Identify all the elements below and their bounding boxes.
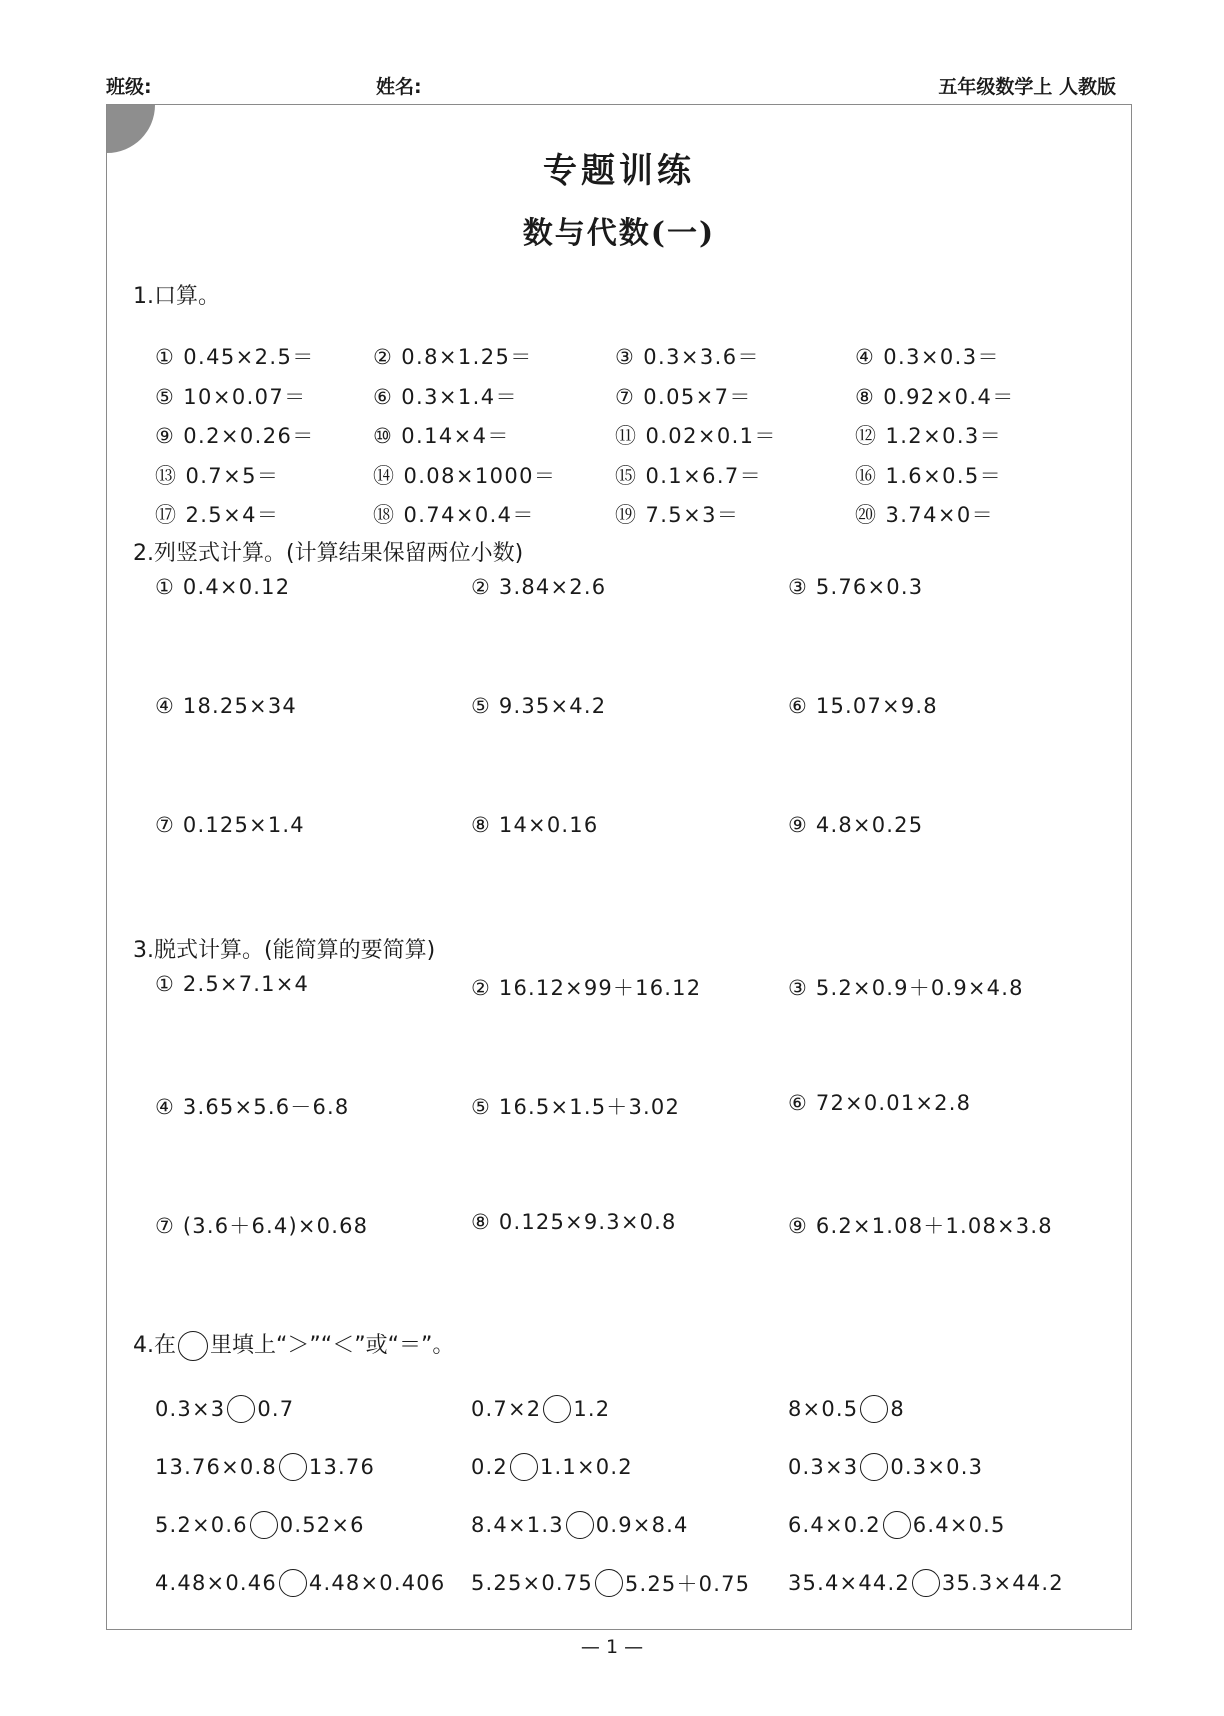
compare-left: 0.3×3 xyxy=(788,1455,859,1479)
oral-calc-item: ③ 0.3×3.6＝ xyxy=(615,345,760,369)
compare-right: 35.3×44.2 xyxy=(941,1571,1064,1595)
oral-calc-item: ⑮ 0.1×6.7＝ xyxy=(615,463,763,488)
vertical-calc-row xyxy=(155,694,1125,813)
compare-left: 0.3×3 xyxy=(155,1397,226,1421)
oral-calc-item: ⑪ 0.02×0.1＝ xyxy=(615,424,777,448)
oral-calc-item: ⑨ 0.2×0.26＝ xyxy=(155,424,315,448)
vertical-calc-item: ⑥ 15.07×9.8 xyxy=(788,694,938,718)
compare-item xyxy=(788,1569,1064,1597)
compare-left: 8.4×1.3 xyxy=(471,1513,564,1537)
section4-title-prefix: 4.在 xyxy=(133,1333,176,1358)
compare-left: 13.76×0.8 xyxy=(155,1455,277,1479)
oral-calc-row xyxy=(155,499,1125,539)
stepwise-calc-row xyxy=(155,1091,1125,1210)
section3-title: 3.脱式计算。(能简算的要简算) xyxy=(133,938,436,963)
stepwise-calc-item: ⑨ 6.2×1.08＋1.08×3.8 xyxy=(788,1214,1053,1238)
oral-calc-item: ⑦ 0.05×7＝ xyxy=(615,384,752,409)
compare-item xyxy=(788,1511,1006,1539)
stepwise-calc-item: ③ 5.2×0.9＋0.9×4.8 xyxy=(788,976,1024,1000)
answer-circle[interactable] xyxy=(250,1511,278,1539)
oral-calc-item: ⑱ 0.74×0.4＝ xyxy=(373,503,535,527)
compare-left: 0.2 xyxy=(471,1455,508,1479)
compare-item xyxy=(471,1568,788,1598)
compare-right: 5.25＋0.75 xyxy=(624,1572,751,1596)
compare-right: 6.4×0.5 xyxy=(912,1513,1006,1537)
stepwise-calc-item: ⑧ 0.125×9.3×0.8 xyxy=(471,1210,677,1234)
vertical-calc-row xyxy=(155,813,1125,932)
worksheet-frame xyxy=(106,104,1132,1630)
oral-calc-item: ⑭ 0.08×1000＝ xyxy=(373,463,557,488)
vertical-calc-grid xyxy=(155,575,1125,932)
compare-row xyxy=(155,1380,1125,1438)
compare-item xyxy=(155,1395,471,1423)
compare-left: 6.4×0.2 xyxy=(788,1513,881,1537)
oral-calc-item: ⑩ 0.14×4＝ xyxy=(373,424,510,448)
compare-right: 0.3×0.3 xyxy=(890,1455,984,1479)
vertical-calc-row xyxy=(155,575,1125,694)
class-label: 班级: xyxy=(106,76,152,98)
vertical-calc-item: ② 3.84×2.6 xyxy=(471,575,607,599)
stepwise-calc-item: ④ 3.65×5.6－6.8 xyxy=(155,1095,350,1119)
oral-calc-item: ⑲ 7.5×3＝ xyxy=(615,503,740,527)
oral-calc-item: ⑳ 3.74×0＝ xyxy=(855,503,994,527)
section4-title xyxy=(133,1328,454,1361)
name-label: 姓名: xyxy=(376,76,422,98)
answer-circle[interactable] xyxy=(543,1395,571,1423)
compare-left: 5.25×0.75 xyxy=(471,1571,593,1595)
oral-calc-item: ⑯ 1.6×0.5＝ xyxy=(855,463,1003,488)
compare-item xyxy=(155,1569,471,1597)
vertical-calc-item: ④ 18.25×34 xyxy=(155,694,297,718)
compare-right: 1.1×0.2 xyxy=(540,1455,633,1479)
compare-right: 0.52×6 xyxy=(279,1513,365,1537)
answer-circle[interactable] xyxy=(279,1453,307,1481)
compare-grid xyxy=(155,1380,1125,1612)
answer-circle[interactable] xyxy=(227,1395,255,1423)
section1-title: 1.口算。 xyxy=(133,284,220,309)
page-title: 专题训练 xyxy=(543,151,695,191)
stepwise-calc-row xyxy=(155,1210,1125,1329)
vertical-calc-item: ⑤ 9.35×4.2 xyxy=(471,694,607,718)
compare-left: 4.48×0.46 xyxy=(155,1571,277,1595)
compare-left: 0.7×2 xyxy=(471,1397,542,1421)
section4-title-suffix: 里填上“＞”“＜”或“＝”。 xyxy=(210,1333,455,1358)
stepwise-calc-item: ① 2.5×7.1×4 xyxy=(155,972,310,996)
answer-circle[interactable] xyxy=(566,1511,594,1539)
compare-right: 4.48×0.406 xyxy=(308,1571,446,1595)
answer-circle[interactable] xyxy=(595,1569,623,1597)
stepwise-calc-item: ② 16.12×99＋16.12 xyxy=(471,976,702,1000)
oral-calc-item: ⑥ 0.3×1.4＝ xyxy=(373,384,518,409)
compare-item xyxy=(788,1453,983,1481)
answer-circle[interactable] xyxy=(510,1453,538,1481)
answer-circle[interactable] xyxy=(883,1511,911,1539)
compare-left: 35.4×44.2 xyxy=(788,1571,910,1595)
book-label: 五年级数学上 人教版 xyxy=(938,76,1116,98)
page-subtitle: 数与代数(一) xyxy=(522,216,716,251)
oral-calc-row xyxy=(155,381,1125,421)
oral-calc-item: ① 0.45×2.5＝ xyxy=(155,345,315,369)
compare-left: 8×0.5 xyxy=(788,1397,859,1421)
answer-circle[interactable] xyxy=(860,1395,888,1423)
vertical-calc-item: ⑦ 0.125×1.4 xyxy=(155,813,305,837)
oral-calc-item: ④ 0.3×0.3＝ xyxy=(855,345,1000,369)
compare-left: 5.2×0.6 xyxy=(155,1513,248,1537)
section2-title: 2.列竖式计算。(计算结果保留两位小数) xyxy=(133,541,524,566)
stepwise-calc-row xyxy=(155,972,1125,1091)
compare-right: 0.9×8.4 xyxy=(595,1513,689,1537)
stepwise-calc-item: ⑦ (3.6＋6.4)×0.68 xyxy=(155,1214,369,1238)
vertical-calc-item: ① 0.4×0.12 xyxy=(155,575,291,599)
compare-right: 8 xyxy=(890,1397,905,1421)
oral-calc-item: ⑰ 2.5×4＝ xyxy=(155,503,280,527)
compare-row xyxy=(155,1438,1125,1496)
answer-circle[interactable] xyxy=(912,1569,940,1597)
answer-circle[interactable] xyxy=(860,1453,888,1481)
compare-right: 0.7 xyxy=(257,1397,295,1421)
page-number: — 1 — xyxy=(580,1636,644,1658)
answer-circle[interactable] xyxy=(279,1569,307,1597)
compare-item xyxy=(471,1395,788,1423)
vertical-calc-item: ⑨ 4.8×0.25 xyxy=(788,813,924,837)
compare-item xyxy=(788,1395,905,1423)
oral-calc-row xyxy=(155,341,1125,381)
stepwise-calc-grid xyxy=(155,972,1125,1329)
oral-calc-grid xyxy=(155,341,1125,539)
oral-calc-row xyxy=(155,420,1125,460)
oral-calc-item: ⑤ 10×0.07＝ xyxy=(155,384,307,409)
compare-item xyxy=(471,1511,788,1539)
stepwise-calc-item: ⑤ 16.5×1.5＋3.02 xyxy=(471,1095,681,1119)
compare-right: 13.76 xyxy=(308,1455,376,1479)
oral-calc-item: ⑬ 0.7×5＝ xyxy=(155,463,280,488)
vertical-calc-item: ⑧ 14×0.16 xyxy=(471,813,599,837)
compare-right: 1.2 xyxy=(573,1397,611,1421)
vertical-calc-item: ③ 5.76×0.3 xyxy=(788,575,924,599)
compare-row xyxy=(155,1496,1125,1554)
oral-calc-item: ⑧ 0.92×0.4＝ xyxy=(855,384,1015,409)
stepwise-calc-item: ⑥ 72×0.01×2.8 xyxy=(788,1091,972,1115)
compare-item xyxy=(471,1453,788,1481)
oral-calc-row xyxy=(155,460,1125,500)
compare-row xyxy=(155,1554,1125,1612)
compare-item xyxy=(155,1453,471,1481)
oral-calc-item: ② 0.8×1.25＝ xyxy=(373,345,533,369)
compare-item xyxy=(155,1511,471,1539)
answer-circle-icon xyxy=(178,1331,208,1361)
oral-calc-item: ⑫ 1.2×0.3＝ xyxy=(855,424,1003,448)
